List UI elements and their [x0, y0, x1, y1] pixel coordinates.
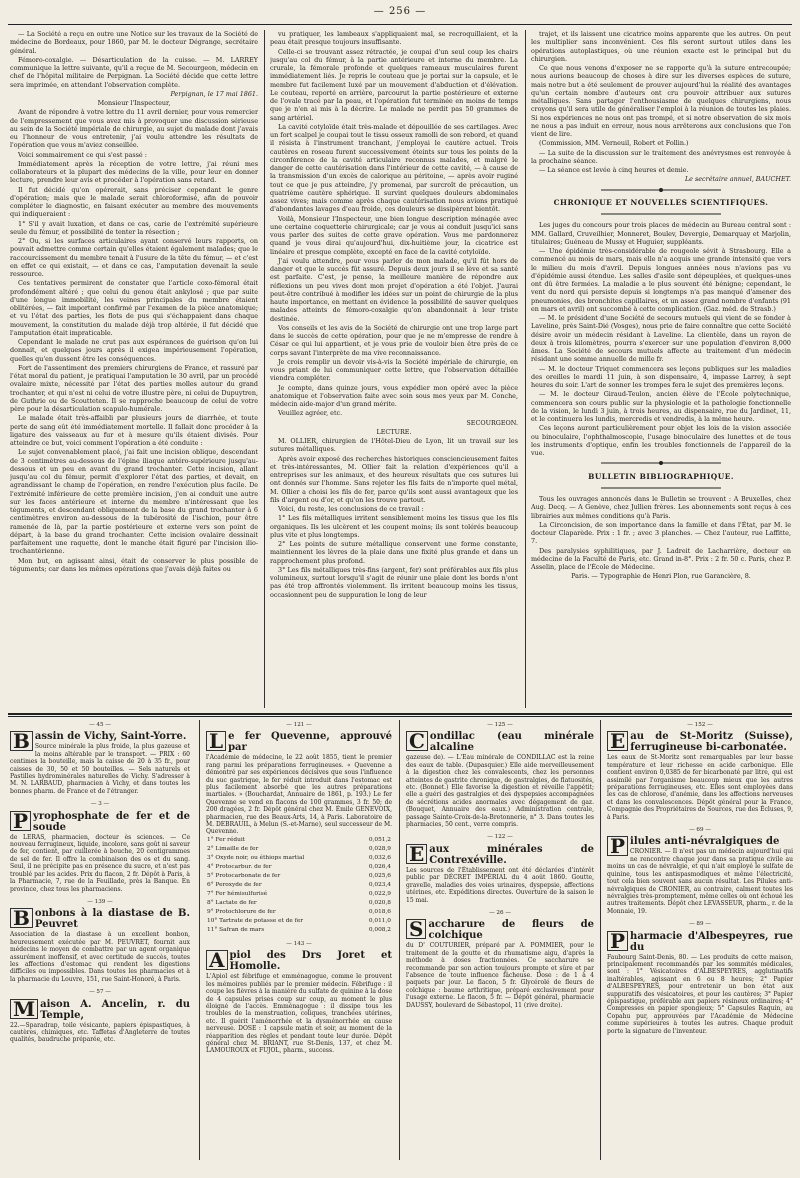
ad-title-text: aison A. Ancelin, r. du Temple, [40, 998, 190, 1021]
ad-title [206, 731, 392, 753]
paragraph: Le malade était très-affaibli par plusieurs jours de diarrhée, et toute perte de sang eût été immédiatement mortelle. Il fallait donc procéder à la ligature des vaisseaux au fur et à mesure qu'ils étaient divisés. Pour atteindre ce but, voici comment l'opération a été conduite : [10, 414, 258, 447]
table-cell-label: 2° Limaille de fer [207, 845, 259, 852]
ad-body: de LERAS, pharmacien, docteur ès sciences. — Ce nouveau ferrugineux, liquide, incolore, sans goût ni saveur de fer, contient, par cuillerée à bouche, 20 centigrammes de sel de fer. Il offre la combinaison des os et du sang. Seul, il ne précipite pas en présence du sucre, et n'est pas troublé par les acides. Prix du flacon, 2 fr. Dépôt à Paris, à la Pharmacie, 7, rue de la Feuillade, près la Banque. En province, chez tous les pharmaciens. [10, 833, 190, 893]
table-row [206, 890, 392, 899]
ad-title-text: piol des Drs Joret et Homolle. [229, 950, 392, 973]
page-number: — 256 — [373, 6, 427, 17]
drop-cap: S [406, 919, 426, 939]
ad-number: — 57 — [89, 989, 111, 996]
ad-number: — 125 — [487, 722, 513, 728]
paragraph: Je compte, dans quinze jours, vous expédier mon opéré avec la pièce anatomique et l'observation faite avec soin sous mes yeux par M. Conche, médecin aide-major d'un grand mérite. [270, 383, 518, 408]
table-cell-value: 0,032,6 [368, 854, 391, 861]
paragraph: Après avoir exposé des recherches historiques consciencieusement faites et très-intéressantes, M. Ollier fait la relation d'expériences qu'il a entreprises sur les animaux, et des heureux résultats que ces sutures lui ont donnés sur l'homme. Sans rejeter les fils faits de n'importe quel métal, M. Ollier a choisi les fils de fer, parce qu'ils sont aussi avantageux que les fils d'argent ou d'or, et qu'on les trouve partout. [270, 454, 518, 504]
paragraph: Mon but, en agissant ainsi, était de conserver le plus possible de téguments; car dans les mêmes opérations que j'avais déjà faites ou [10, 556, 258, 573]
column-1 [10, 30, 258, 708]
ad-number: — 45 — [89, 722, 111, 728]
paragraph: Ces leçons auront particulièrement pour objet les lois de la vision associée ou binoculaire, l'ophthalmoscopie, l'usage binoculaire des lunettes et de tous les instruments d'optique, enfin les troubles fonctionnels de l'appareil de la vue. [531, 424, 791, 457]
table-row [206, 845, 392, 854]
table-cell-label: 3° Oxyde noir, ou éthiops martial [207, 854, 305, 861]
paragraph: 2° Ou, si les surfaces articulaires ayant conservé leurs rapports, on pouvait admettre comme certain qu'elles étaient également malades; que le raccourcissement du membre tenait à l'usure de la tête du fémur, — et c'est en effet ce qui existait, — et dans ce cas, l'amputation devenait la seule ressource. [10, 237, 258, 278]
ad-title [10, 729, 190, 754]
ads-column-2 [206, 720, 392, 1160]
paragraph: Ces tentatives permirent de constater que l'article coxo-fémoral était profondément altéré ; que celui du genou était ankylosé ; que par suite d'une longue immobilité, les veines principales du membre étaient oblitérées, — fait important confirmé par l'examen de la pièce anatomique; et vu l'état des parties, les flots de pus qui s'échappaient dans chaque mouvement, la constitution du malade déjà trop altérée, il fut décidé que l'amputation était impraticable. [10, 279, 258, 337]
ad-number: — 3 — [90, 801, 110, 808]
section-rule [8, 713, 792, 715]
signature: SECOURGEON. [466, 418, 518, 427]
ad-number: — 89 — [689, 921, 711, 928]
table-cell-label: 9° Protochlorure de fer [207, 908, 276, 915]
table-cell-label: 7° Fer hémisulfurisé [207, 890, 268, 897]
paragraph: Fort de l'assentiment des premiers chirurgiens de France, et rassuré par l'état moral du patient, je pratiquai l'amputation le 30 avril, par un procédé ovalaire mixte, nécessité par l'état des parties molles autour du grand trochanter, et qui n'est ni celui de votre illustre père, ni celui de Dupuytren, de Guthrie ou de Scoutteten. Il se rapproche beaucoup de celui de votre père pour la désarticulation scapulo-humérale. [10, 363, 258, 413]
iron-table [206, 836, 392, 935]
ad-title-text: ilules anti-névralgiques de [630, 836, 780, 848]
table-row [206, 926, 392, 935]
ad-ancelin [10, 989, 190, 1044]
ad-title-text: ondillac (eau minérale alcaline [429, 731, 594, 754]
drop-cap: A [206, 950, 228, 970]
ad-title [206, 950, 392, 972]
ad-title [406, 731, 594, 753]
ad-title [607, 731, 793, 753]
table-row [206, 917, 392, 926]
paragraph: Le sujet convenablement placé, j'ai fait une incision oblique, descendant de 3 centimètres au-dessous de l'épine iliaque antéro-supérieure jusqu'au-dessous et un peu en avant du grand trochanter. Cette incision, allant jusqu'au col du fémur, permit d'explorer l'état des parties, et devait, en agrandissant le champ de l'opération, en rendre l'exécution plus facile. De l'extrémité inférieure de cette première incision, j'en ai conduit une autre sur les faces antérieure et interne du membre n'intéressant que les téguments, et descendant obliquement de la base du grand trochanter à 6 centimètres environ au-dessous de la tubérosité de l'ischion, pour être ramenée de là, par la partie postérieure et externe vers son point de départ, à la base du grand trochanter. Cette incision ovalaire dessinait parfaitement une raquette, dont le manche était figuré par l'incision ilio-trochantérienne. [10, 448, 258, 556]
ornament-divider [531, 210, 791, 218]
ad-number: — 139 — [87, 898, 113, 905]
ad-body: L'Apiol est fébrifuge et emménagogue, comme le prouvent les mémoires publiés par le premier médecin. Fébrifuge : il coupe les fièvres à la manière du sulfate de quinine à la dose de 4 capsules prises coup sur coup, au moment le plus éloigné de l'accès. Emménagogue : il dissipe tous les troubles de la menstruation, coliques, tranchées utérines, etc. Il guérit l'aménorrhée et la dysménorrhée en cause nerveuse. DOSE : 1 capsule matin et soir, au moment de la réapparition des règles et pendant toute leur durée. Dépôt général chez M. BRIANT, rue St-Denis, 137, et chez M. LAMOUROUX et FUJOL, pharm., success. [206, 973, 392, 1055]
table-cell-label: 4° Protocarbur. de fer [207, 863, 272, 870]
drop-cap: P [607, 836, 628, 856]
table-cell-value: 0,028,9 [368, 845, 391, 852]
paragraph: Les juges du concours pour trois places de médecin au Bureau central sont : MM. Gallard, Cruveilhier, Monneret, Boulev, Devergie, Demarquay et Marjolin, titulaires; Guéneau de Mussy et Huguier, suppléants. [531, 221, 791, 246]
ads-divider [199, 720, 200, 1160]
ads-divider [600, 720, 601, 1160]
table-cell-value: 0,025,6 [368, 872, 391, 879]
drop-cap: E [607, 731, 628, 751]
ad-title [10, 808, 190, 833]
drop-cap: B [10, 908, 33, 928]
ad-vichy [10, 722, 190, 795]
ad-contrexeville [406, 834, 594, 903]
paragraph: J'ai voulu attendre, pour vous parler de mon malade, qu'il fût hors de danger et que le succès fût assuré. Depuis deux jours il se lève et sa santé est parfaite. C'est, je pense, la meilleure manière de répondre aux réflexions un peu vives dont mon projet d'opération a été l'objet. J'aurai peut-être contribué à modifier les idées sur un point de chirurgie de la plus haute importance, en mettant en évidence la possibilité de sauver quelques malades atteints de fémoro-coxalgie qu'on abandonnait à leur triste destinée. [270, 256, 518, 323]
ad-number: — 26 — [489, 909, 511, 916]
table-row [206, 872, 392, 881]
secretary-signature: Le secrétaire annuel, BAUCHET. [684, 175, 791, 184]
ad-title-text: e fer Quevenne, approuvé par [228, 731, 392, 754]
ad-title-text: harmacie d'Albespeyres, rue du [630, 930, 793, 953]
ad-number: — 122 — [487, 834, 513, 841]
paragraph: Voici sommairement ce qui s'est passé : [18, 150, 147, 159]
paragraph: 3° Les fils métalliques très-fins (argent, fer) sont préférables aux fils plus volumineux, surtout lorsqu'il s'agit de réunir une plaie dont les bords n'ont pas été trop affrontés violemment. Ils irritent beaucoup moins les tissus, occasionnent peu de suppuration le long de leur [270, 565, 518, 599]
ad-body: Faubourg Saint-Denis, 80. — Les produits de cette maison, principalement recommandés par les sommités médicales, sont : 1° Vésicatoires d'ALBESPEYRES, agglutinatifs inaltérables, agissant en 6 ou 8 heures; 2° Papier d'ALBESPEYRES, pour entretenir un bon état aux suppuratifs des vésicatoires, et pour les cautères; 3° Papier épispastique, préférable aux papiers résineux ordinaires; 4° Compresses en papier spongieux; 5° Capsules Raquin, au Copahu pur, approuvées par l'Académie de Médecine comme supérieures à toutes les autres. Chaque produit porte la signature de l'inventeur. [607, 953, 793, 1035]
drop-cap: E [406, 844, 427, 864]
paragraph: Celle-ci se trouvant assez rétractée, je coupai d'un seul coup les chairs jusqu'au col du fémur, à la partie antérieure et interne du membre. La crurale, la fémorale profonde et quelques rameaux musculaires furent immédiatement liés. Je repris le couteau que je portai sur la capsule, et le membre fut facilement luxé par un mouvement d'abduction et d'élévation. Le couteau, reporté en arrière, parcourut la partie postérieure et externe de l'ovale tracé par la peau, et l'opération fut terminée en moins de temps que je n'en ai mis à la décrire. Le malade ne perdit pas 50 grammes de sang artériel. [270, 47, 518, 122]
paragraph: Ce que nous venons d'exposer ne se rapporte qu'à la suture entrecoupée; nous aurions beaucoup de choses à dire sur les diverses espèces de suture, mais notre but a été seulement de prouver aujourd'hui la réalité des avantages qu'un certain nombre d'auteurs ont cru pouvoir attribuer aux sutures métalliques. Sans partager l'enthousiasme de quelques chirurgiens, nous croyons qu'il sera utile de généraliser l'emploi à la réunion de toutes les plaies. Si nos expériences ne nous ont pas trompé, et si notre observation de six mois ne nous a pas induit en erreur, nous nous arrêterons aux conclusions que l'on vient de lire. [531, 64, 791, 138]
paragraph: Je crois remplir un devoir vis-à-vis la Société impériale de chirurgie, en vous priant de lui communiquer cette lettre, que l'observation détaillée viendra compléter. [270, 357, 518, 383]
paragraph: — M. le docteur Triquet commencera ses leçons publiques sur les maladies des oreilles le mardi 11 juin, à son dispensaire, 4, impasse Larrey, à sept heures du soir. L'art de sonner les trompes fera le sujet des premières leçons. [531, 364, 791, 389]
ad-saccharure [406, 910, 594, 1009]
drop-cap: P [10, 811, 31, 831]
table-row [206, 908, 392, 917]
table-row [206, 881, 392, 890]
ad-cronier [607, 827, 793, 915]
ad-title-text: accharure de fleurs de colchique [428, 919, 594, 942]
paragraph: Voici, du reste, les conclusions de ce travail : [278, 505, 424, 513]
paragraph: — Une épidémie très-considérable de rougeole sévit à Strasbourg. Elle a commencé au mois de mars, mais elle n'a acquis une grande intensité que vers le milieu du mois d'avril. Depuis longues années nous n'avions pas vu d'épidémie aussi étendue. Les salles d'asile sont dépeuplées, et quelques-unes ont dû être fermées. La maladie a le plus souvent été bénigne; cependant, le vent du nord qui persiste depuis si longtemps n'a pas manqué d'amener des pneumonies, des bronchites capillaires, et un assez grand nombre d'enfants (91 en mars et avril) ont succombé à cette complication. (Gaz. méd. de Strasb.) [531, 247, 791, 313]
printer-line: Paris. — Typographie de Henri Plon, rue Garancière, 8. [571, 572, 751, 581]
ads-column-1 [10, 720, 190, 1160]
salutation: Monsieur l'Inspecteur, [97, 99, 171, 107]
drop-cap: B [10, 731, 33, 751]
ad-body: l'Académie de médecine, le 22 août 1855, tient le premier rang parmi les préparations ferrugineuses. « Quevenne a démontré par ses expériences décisives que sous l'influence du suc gastrique, le fer réduit introduit dans l'estomac est plus facilement absorbé que les autres préparations martiales. » (Bouchardat, Annuaire de 1861, p. 193.) Le fer Quevenne se vend en flacons de 100 grammes, 3 fr. 50; de 200 dragées, 2 fr. Dépôt général chez M. Émile GENEVOIX, pharmacien, rue des Beaux-Arts, 14, à Paris. Laboratoire de M. DEBRAUIL, à Melun (S.-et-Marne), seul successeur de M. Quevenne. [206, 754, 392, 836]
chronicle-title: CHRONIQUE ET NOUVELLES SCIENTIFIQUES. [553, 197, 769, 207]
table-cell-value: 0,023,4 [368, 881, 391, 888]
table-row [206, 899, 392, 908]
ad-title-text: onbons à la diastase de B. Peuvret [34, 908, 190, 931]
ad-title [10, 996, 190, 1021]
ad-title-text: aux minérales de Contrexéville. [429, 843, 594, 866]
paragraph: trajet, et ils laissent une cicatrice moins apparente que les autres. On peut les multiplier sans inconvénient. Ces fils seront surtout utiles dans les opérations autoplastiques, où une réunion exacte est le principal but du chirurgien. [531, 30, 791, 63]
table-cell-value: 0,051,2 [368, 836, 391, 843]
paragraph: Cependant le malade ne crut pas aux espérances de guérison qu'on lui donnait, et quelques jours après il exigea impérieusement l'opération, quelles qu'en dussent être les conséquences. [10, 338, 258, 363]
dateline: Perpignan, le 17 mai 1861. [170, 89, 258, 98]
paragraph: vu pratiquer, les lambeaux s'appliquaient mal, se recroquillaient, et la peau était presque toujours insuffisante. [270, 30, 518, 47]
paragraph: Voilà, Monsieur l'Inspecteur, une bien longue description ménagée avec une certaine coquetterie chirurgicale; car je vous ai conduit jusqu'ici sans vous parler des suites de cette grave opération. Vous me pardonnerez quand je vous dirai qu'aujourd'hui, dix-huitième jour, la cicatrice est linéaire et presque complète, excepté en face de la cavité cotyloïde. [270, 214, 518, 256]
ads-column-4 [607, 720, 793, 1160]
lecture-heading: LECTURE. [376, 427, 412, 436]
paragraph: Fémoro-coxalgie. — Désarticulation de la cuisse. — M. LARREY communique la lettre suivante, qu'il a reçue de M. Secourgeon, médecin en chef de l'hôpital militaire de Perpignan. La Société décide que cette lettre sera imprimée, en attendant l'observation complète. [10, 55, 258, 89]
paragraph: Avant de répondre à votre lettre du 11 avril dernier, pour vous remercier de l'empressement que vous avez mis à provoquer une discussion sérieuse au sein de la Société impériale de chirurgie, au sujet du malade dont j'avais eu l'honneur de vous entretenir, j'ai voulu attendre les résultats de l'opération que vous m'aviez conseillée. [10, 108, 258, 150]
ad-title [10, 908, 190, 930]
ad-title [406, 919, 594, 941]
ads-column-3 [406, 720, 594, 1160]
paragraph: Vos conseils et les avis de la Société de chirurgie ont une trop large part dans le succès de cette opération, pour que je ne m'empresse de rendre à César ce qui lui appartient, et je vous prie de vouloir bien être près de ce corps savant l'interprète de ma vive reconnaissance. [270, 323, 518, 357]
table-cell-label: 8° Lactate de fer [207, 899, 257, 906]
ad-body: gazeuse de). — L'Eau minérale de CONDILLAC est la reine des eaux de table. (Dupasquier.) Elle aide merveilleusement à la digestion chez les convalescents, chez les personnes atteintes de gastrite chronique, de gastralgies, de flatuosités, etc. (Bonnet.) Elle favorise la digestion et réveille l'appétit; elle a guéri des gastralgies et des dyspepsies accompagnées de sécrétions acides anormales avec dégagement de gaz. (Bouquet, Annuaire des eaux.) Administration centrale, passage Sainte-Croix-de-la-Bretonnerie, n° 3. Dans toutes les pharmacies, 50 cent., verre compris. [406, 754, 594, 829]
ads-divider [399, 720, 400, 1160]
ad-title [406, 841, 594, 866]
paragraph: Veuillez agréer, etc. [278, 409, 343, 418]
drop-cap: C [406, 731, 428, 751]
table-cell-label: 1° Fer réduit [207, 836, 246, 843]
table-cell-label: 11° Safran de mars [207, 926, 265, 933]
paragraph: 1° S'il y avait luxation, et dans ce cas, carie de l'extrémité supérieure seule du fémur, et possibilité de tenter la résection ; [10, 219, 258, 236]
ad-title [607, 928, 793, 953]
paragraph: La cavité cotyloïde était très-malade et dépouillée de ses cartilages. Avec un fort scalpel je coupai tout le tissu osseux ramolli de son rebord, et quand il résista à l'instrument tranchant, j'employai le cautère actuel. Trois cautères en roseau furent successivement éteints sur tous les points de la circonférence de la cavité articulaire reconnus malades, et malgré le danger de cette cautérisation dans l'intérieur de cette cavité, — à cause de la transmission d'un excès de calorique au péritoine, — après avoir ruginé tout ce que je pus atteindre, j'y promenai, par surcroît de précaution, un quatrième cautère sphérique. Il survint quelques douleurs abdominales assez vives; mais comme après chaque cautérisation nous avions pratiqué d'abondantes lavages d'eau froide, ces douleurs se dissipèrent bientôt. [270, 122, 518, 214]
ad-body: 22.—Sparadrap, toile vésicante, papiers épispastiques, à cautères, chimiques, etc. Taffetas d'Angleterre de toutes qualités, baudruche préparée, etc. [10, 1021, 190, 1044]
section-rule [8, 716, 792, 717]
table-cell-value: 0,020,8 [368, 899, 391, 906]
table-row [206, 836, 392, 845]
ad-condillac [406, 722, 594, 828]
table-cell-value: 0,022,9 [368, 890, 391, 897]
table-row [206, 863, 392, 872]
paragraph: — La Société a reçu en outre une Notice sur les travaux de la Société de médecine de Bordeaux, pour 1860, par M. le docteur Dégrange, secrétaire général. [10, 30, 258, 55]
drop-cap: L [206, 731, 226, 751]
ad-number: — 143 — [286, 940, 312, 947]
column-divider [264, 30, 265, 708]
ad-number: — 152 — [687, 722, 713, 728]
paragraph: Tous les ouvrages annoncés dans le Bulletin se trouvent : A Bruxelles, chez Aug. Decq. — A Genève, chez Jullien frères. Les abonnements sont reçus à ces librairies aux mêmes conditions qu'à Paris. [531, 495, 791, 520]
ad-title [607, 834, 793, 859]
ad-body: Source minérale la plus froide, la plus gazeuse et la moins altérable par le transport. — PRIX : 60 centimes la bouteille, mais la caisse de 20 à 35 fr., pour caisses de 30, 50 et 50 bouteilles. — Sels naturels et Pastilles hydrominérales naturelles de Vichy. S'adresser à M. N. LARBAUD, pharmacien à Vichy, et dans toutes les bonnes pharm. de France et de l'étranger. [10, 743, 190, 795]
ad-number: — 69 — [689, 827, 711, 834]
paragraph: (Commission, MM. Verneuil, Robert et Follin.) [539, 139, 689, 148]
ornament-divider [531, 187, 791, 195]
table-cell-value: 0,011,0 [368, 917, 391, 924]
drop-cap: M [10, 999, 38, 1019]
paragraph: — La suite de la discussion sur le traitement des anévrysmes est renvoyée à la prochaine séance. [531, 148, 791, 165]
ad-fer-quevenne [206, 722, 392, 935]
ad-body: CRONIER. — Il n'est pas un médecin aujourd'hui qui ne rencontre chaque jour dans sa pratique civile au moins un cas de névralgie, et qui n'ait employé le sulfate de quinine, tous les antispasmodiques et même l'électricité, tout cela bien souvent sans aucun résultat. Les Pilules anti-névralgiques de CRONIER, au contraire, calment toutes les névralgies très-promptement, même celles où ont échoué les autres traitements. Dépôt chez LEVASSEUR, pharm., r. de la Monnaie, 19. [607, 848, 793, 915]
paragraph: Il fut décidé qu'on opérerait, sans préciser cependant le genre d'opération; mais que le malade serait chloroformisé, afin de pouvoir compléter le diagnostic, en faisant exécuter au membre des mouvements qui indiqueraient : [10, 185, 258, 219]
paragraph: Des paralysies syphilitiques, par J. Ladreit de Lacharrière, docteur en médecine de la Faculté de Paris, etc. Grand in-8°. Prix : 2 fr. 50 c. Paris, chez P. Asselin, place de l'École de Médecine. [531, 546, 791, 571]
table-cell-value: 0,018,6 [368, 908, 391, 915]
paragraph: — M. le docteur Giraud-Teulon, ancien élève de l'École polytechnique, commencera son cours public sur la physiologie et la pathologie fonctionnelle de la vision, le lundi 3 juin, à trois heures, au dispensaire, rue du Jardinet, 11, et le continuera les lundis, mercredis et vendredis, à la même heure. [531, 390, 791, 423]
paragraph: 1° Les fils métalliques irritent sensiblement moins les tissus que les fils organiques. Ils les ulcèrent et les coupent moins; ils sont tolérés beaucoup plus vite et plus longtemps. [270, 514, 518, 539]
table-cell-value: 0,026,4 [368, 863, 391, 870]
ad-body: Les sources de l'Établissement ont été déclarées d'intérêt public par DÉCRET IMPÉRIAL du 4 août 1860. Goutte, gravelle, maladies des voies urinaires, dyspepsie, affections utérines, etc. Expéditions directes. Ouverture de la saison le 15 mai. [406, 866, 594, 904]
column-2 [270, 30, 518, 708]
ad-apiol [206, 941, 392, 1055]
ornament-divider [531, 484, 791, 492]
paragraph: 2° Les points de suture métallique conservent une forme constante, maintiennent les lèvres de la plaie dans une fixité plus grande et dans un rapprochement plus profond. [270, 540, 518, 565]
table-cell-label: 5° Protocarbonate de fer [207, 872, 281, 879]
ad-body: Association de la diastase à un excellent bonbon, heureusement exécutée par M. PEUVRET, fournit aux médecins le moyen de combattre par un agent organique assurément inoffensif, et avec certitude de succès, toutes les affections d'estomac qui rendent les digestions difficiles ou impossibles. Dans toutes les pharmacies et à la pharmacie du Louvre, 151, rue Saint-Honoré, à Paris. [10, 931, 190, 983]
bibliography-title: BULLETIN BIBLIOGRAPHIQUE. [588, 471, 734, 481]
column-3 [531, 30, 791, 708]
table-row [206, 854, 392, 863]
ad-body: du D' COUTURIER, préparé par A. POMMIER, pour le traitement de la goutte et du rhumatisme aigu, d'après la méthode à doses fractionnées. Ce saccharure se recommande par son action toujours prompte et sûre et par l'absence de toute influence fâcheuse. Dose : de 1 à 4 paquets par jour. Le flacon, 5 fr. Glycérolé de fleurs de colchique : baume arthritique, préparé exclusivement pour l'usage externe. Le flacon, 5 fr. — Dépôt général, pharmacie DAUSSY, boulevard de Sébastopol, 11 (rive droite). [406, 942, 594, 1009]
ad-title-text: assin de Vichy, Saint-Yorre. [34, 731, 187, 743]
ad-bonbons [10, 899, 190, 983]
table-cell-label: 6° Peroxyde de fer [207, 881, 262, 888]
paragraph: La Circoncision, de son importance dans la famille et dans l'État, par M. le docteur Claparède. Prix : 1 fr. ; avec 3 planches. — Chez l'auteur, rue Laffitte, 7. [531, 520, 791, 546]
ad-number: — 121 — [286, 722, 312, 728]
ornament-divider [531, 460, 791, 468]
paragraph: Immédiatement après la réception de votre lettre, j'ai réuni mes collaborateurs et la plupart des médecins de la ville, pour leur en donner lecture, prendre leur avis et procéder à l'opération sans retard. [10, 159, 258, 185]
top-rule [8, 24, 792, 25]
ad-title-text: yrophosphate de fer et de soude [33, 810, 190, 833]
paragraph: — La séance est levée à cinq heures et demie. [539, 166, 689, 174]
table-cell-label: 10° Tartrate de potasse et de fer [207, 917, 304, 924]
column-divider [525, 30, 526, 708]
ad-st-moritz [607, 722, 793, 821]
ad-albespeyres [607, 921, 793, 1035]
paragraph: — M. le président d'une Société de secours mutuels qui vient de se fonder à Laveline, près Saint-Dié (Vosges), nous prie de faire connaître que cette Société désire avoir un médecin résidant à Laveline. La clientèle, dans un rayon de deux à trois kilomètres, pourra s'exercer sur une population d'environ 8,000 âmes. La Société de secours mutuels affecte au traitement d'un médecin résidant une somme annuelle de mille fr. [531, 314, 791, 364]
drop-cap: P [607, 931, 628, 951]
paragraph: M. OLLIER, chirurgien de l'Hôtel-Dieu de Lyon, lit un travail sur les sutures métalliques. [270, 437, 518, 454]
ad-title-text: au de St-Moritz (Suisse), ferrugineuse bi-carbonatée. [630, 731, 793, 754]
ad-pyrophosphate [10, 801, 190, 893]
table-cell-value: 0,008,2 [368, 926, 391, 933]
ad-body: Les eaux de St-Moritz sont remarquables par leur basse température et leur richesse en acide carbonique. Elle contient environ 0,0385 de fer bicarbonaté par litre, qui est assimilé par l'organisme beaucoup mieux que les autres préparations ferrugineuses, etc. Elles sont employées dans les cas de chlorose, d'anémie, dans les affections nerveuses et dans les convalescences. Dépôt général pour la France, Compagnie des Propriétaires de Sources, rue des Écluses, 9, à Paris. [607, 754, 793, 821]
